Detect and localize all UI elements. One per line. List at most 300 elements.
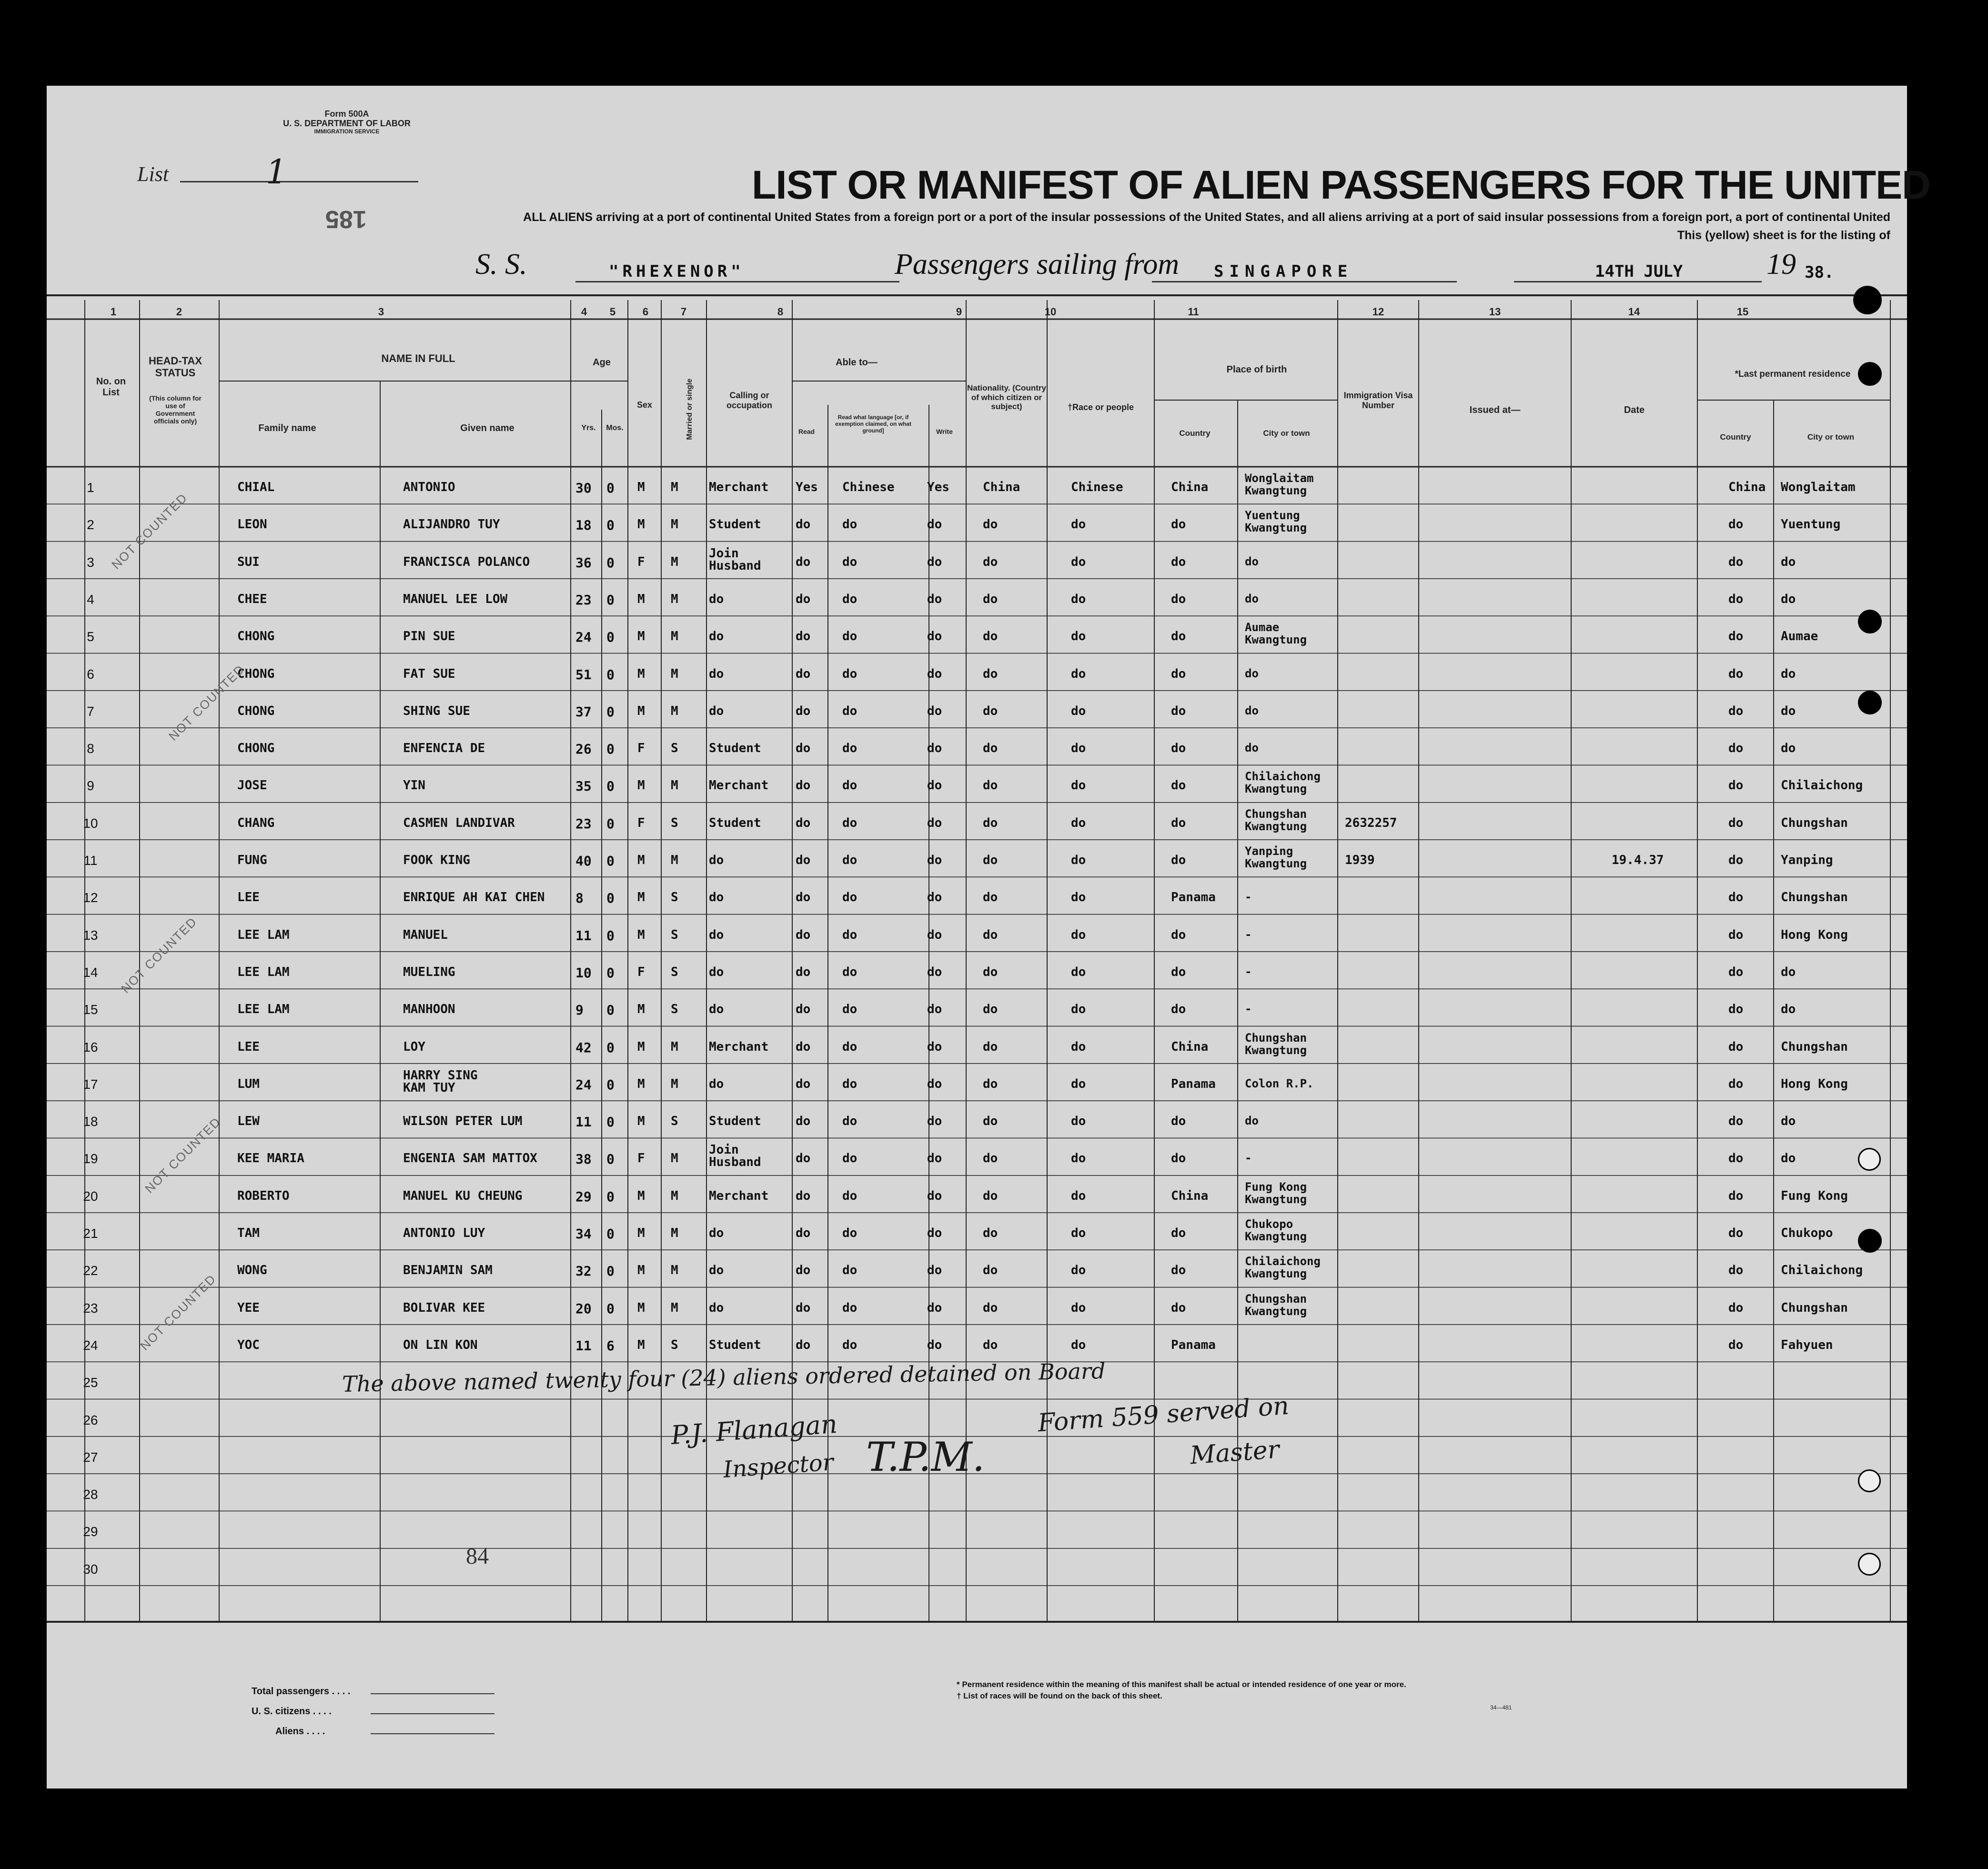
cell-mos: 0: [606, 1263, 615, 1279]
cell-bcity2: Kwangtung: [1245, 1230, 1307, 1243]
cell-read: do: [796, 592, 811, 606]
footer-notes: [957, 1679, 1406, 1702]
cell-yrs: 11: [575, 927, 592, 944]
cell-read: do: [796, 1076, 811, 1091]
cell-sex: F: [637, 1151, 645, 1166]
cell-nat: do: [983, 965, 998, 979]
cell-race: Chinese: [1071, 480, 1123, 494]
cell-no: 23: [83, 1300, 98, 1316]
cell-lang: do: [842, 1002, 858, 1017]
cell-mos: 0: [606, 666, 615, 683]
cell-yrs: 24: [575, 629, 592, 645]
footer-total-passengers: Total passengers . . . .: [252, 1686, 351, 1697]
cell-yrs: 42: [575, 1039, 592, 1055]
cell-bcity: Chungshan: [1245, 1292, 1307, 1306]
cell-yrs: 30: [575, 480, 592, 496]
cell-read: do: [796, 1226, 811, 1240]
port-name: SINGAPORE: [1214, 262, 1353, 281]
cell-no: 21: [83, 1226, 98, 1241]
cell-no: 19: [83, 1151, 98, 1166]
cell-lang: do: [842, 853, 858, 867]
form-559-note: Form 559 served on: [1037, 1391, 1290, 1438]
cell-family: KEE MARIA: [237, 1151, 304, 1166]
cell-visa: 2632257: [1345, 815, 1397, 830]
handwritten-initials: T.P.M.: [866, 1434, 985, 1480]
not-counted-stamp: NOT COUNTED: [109, 490, 191, 572]
cell-sex: M: [637, 1337, 645, 1352]
cell-write: do: [927, 1076, 942, 1091]
cell-ms: S: [671, 1002, 678, 1017]
cell-nat: do: [983, 778, 998, 793]
cell-lang: do: [842, 1039, 858, 1054]
cell-mos: 0: [606, 965, 615, 981]
cell-bcountry: do: [1171, 1151, 1186, 1166]
cell-no: 22: [83, 1263, 98, 1278]
cell-write: do: [927, 927, 942, 942]
cell-bcity: Colon R.P.: [1245, 1076, 1314, 1090]
cell-bcountry: China: [1171, 480, 1209, 494]
table-row: [47, 728, 1907, 765]
cell-bcity2: Kwangtung: [1245, 857, 1307, 870]
cell-write: do: [927, 629, 942, 644]
cell-bcountry: do: [1171, 703, 1186, 718]
cell-lang: do: [842, 965, 858, 979]
cell-read: do: [796, 890, 811, 905]
not-counted-stamp: NOT COUNTED: [137, 1271, 219, 1353]
cell-bcity: do: [1245, 741, 1259, 755]
cell-mos: 0: [606, 554, 615, 571]
binder-hole: [1858, 610, 1882, 633]
cell-ms: S: [671, 1337, 678, 1352]
cell-rcountry: do: [1728, 1114, 1744, 1129]
column-number: 11: [1188, 306, 1199, 318]
cell-no: 16: [83, 1039, 98, 1055]
cell-bcountry: do: [1171, 853, 1186, 867]
binder-hole: [1858, 1229, 1882, 1253]
cell-given: BOLIVAR KEE: [403, 1300, 485, 1315]
cell-no: 13: [83, 927, 98, 943]
column-number: 4: [581, 306, 587, 318]
table-row: [47, 1064, 1907, 1101]
cell-lang: do: [842, 1188, 858, 1203]
cell-no: 15: [83, 1002, 98, 1017]
cell-lang: do: [842, 1300, 858, 1315]
cell-read: Yes: [796, 480, 818, 494]
cell-given: BENJAMIN SAM: [403, 1263, 493, 1278]
cell-ms: S: [671, 1114, 678, 1129]
cell-rcountry: do: [1728, 1226, 1744, 1240]
cell-sex: M: [637, 1076, 645, 1091]
cell-sex: F: [637, 965, 645, 979]
cell-ms: M: [671, 480, 678, 494]
footer-totals: [252, 1681, 350, 1741]
cell-yrs: 24: [575, 1076, 592, 1093]
row-number: 27: [83, 1449, 98, 1465]
cell-bcountry: do: [1171, 1226, 1186, 1240]
cell-rcountry: do: [1728, 741, 1744, 756]
cell-race: do: [1071, 778, 1086, 793]
cell-rcountry: do: [1728, 927, 1744, 942]
cell-bcity: -: [1245, 1002, 1252, 1016]
cell-race: do: [1071, 703, 1086, 718]
cell-occ: do: [709, 853, 724, 867]
table-row: [47, 691, 1907, 728]
cell-rcountry: do: [1728, 629, 1744, 644]
cell-sex: M: [637, 778, 645, 793]
cell-nat: do: [983, 853, 998, 867]
cell-yrs: 36: [575, 554, 592, 571]
cell-given: LOY: [403, 1039, 425, 1054]
cell-family: CHANG: [237, 815, 275, 830]
table-row: [47, 616, 1907, 653]
cell-lang: do: [842, 1076, 858, 1091]
row-number: 29: [83, 1524, 98, 1539]
cell-rcountry: do: [1728, 703, 1744, 718]
cell-race: do: [1071, 592, 1086, 606]
cell-lang: do: [842, 815, 858, 830]
cell-given: ENGENIA SAM MATTOX: [403, 1151, 537, 1166]
cell-bcity: Chilaichong: [1245, 1255, 1321, 1268]
cell-sex: F: [637, 554, 645, 569]
cell-no: 17: [83, 1076, 98, 1092]
cell-occ: do: [709, 666, 724, 681]
cell-occ: Student: [709, 815, 761, 830]
cell-race: do: [1071, 1002, 1086, 1017]
column-number: 2: [176, 306, 182, 318]
cell-rcountry: do: [1728, 890, 1744, 905]
inspector-title: Inspector: [722, 1448, 835, 1484]
cell-bcountry: do: [1171, 629, 1186, 644]
cell-race: do: [1071, 1300, 1086, 1315]
cell-mos: 0: [606, 778, 615, 794]
cell-ms: S: [671, 741, 678, 756]
cell-nat: do: [983, 703, 998, 718]
cell-race: do: [1071, 965, 1086, 979]
cell-given2: KAM TUY: [403, 1080, 455, 1095]
cell-sex: F: [637, 815, 645, 830]
cell-rcountry: do: [1728, 592, 1744, 606]
cell-bcountry: do: [1171, 1300, 1186, 1315]
cell-nat: do: [983, 815, 998, 830]
cell-lang: do: [842, 741, 858, 756]
cell-rcountry: do: [1728, 517, 1744, 532]
cell-bcity2: Kwangtung: [1245, 1043, 1307, 1057]
cell-family: LUM: [237, 1076, 260, 1091]
cell-nat: do: [983, 1039, 998, 1054]
year-suffix: 38.: [1805, 263, 1834, 282]
cell-read: do: [796, 1114, 811, 1129]
cell-yrs: 11: [575, 1337, 592, 1354]
cell-rcountry: do: [1728, 1337, 1744, 1352]
table-row: [47, 467, 1907, 504]
cell-occ: Merchant: [709, 1188, 769, 1203]
cell-occ: do: [709, 1263, 724, 1278]
cell-occ: do: [709, 965, 724, 979]
cell-lang: do: [842, 1114, 858, 1129]
cell-write: do: [927, 1337, 942, 1352]
column-number: 10: [1044, 306, 1057, 318]
cell-rcity: Chungshan: [1781, 815, 1848, 830]
cell-race: do: [1071, 815, 1086, 830]
cell-occ: Student: [709, 517, 761, 532]
list-value: 1: [266, 152, 287, 191]
cell-write: Yes: [927, 480, 949, 494]
cell-occ: Student: [709, 741, 761, 756]
cell-family: CHONG: [237, 666, 275, 681]
cell-ms: M: [671, 853, 678, 867]
cell-mos: 0: [606, 890, 615, 906]
cell-yrs: 35: [575, 778, 592, 794]
cell-no: 7: [87, 703, 94, 719]
header-age: Age: [593, 357, 611, 368]
cell-no: 2: [87, 517, 94, 533]
cell-read: do: [796, 1151, 811, 1166]
cell-bcity: Chungshan: [1245, 807, 1307, 821]
cell-family: CHONG: [237, 629, 275, 644]
header-issued-at: Issued at—: [1469, 405, 1521, 415]
cell-family: LEE: [237, 890, 260, 905]
cell-write: do: [927, 703, 942, 718]
header-given-name: Given name: [460, 423, 515, 433]
header-read-language: Read what language [or, if exemption claimed, on what ground]: [835, 414, 912, 434]
cell-no: 11: [83, 853, 98, 868]
cell-family: CHIAL: [237, 480, 275, 494]
cell-rcountry: do: [1728, 853, 1744, 867]
cell-yrs: 18: [575, 517, 592, 533]
cell-read: do: [796, 1337, 811, 1352]
cell-family: CHONG: [237, 741, 275, 756]
column-number: 1: [110, 306, 117, 318]
table-row: [47, 1138, 1907, 1175]
cell-bcountry: do: [1171, 554, 1186, 569]
cell-lang: do: [842, 554, 858, 569]
footer-aliens: Aliens . . . .: [275, 1726, 325, 1737]
header-mos: Mos.: [606, 424, 624, 432]
header-race: †Race or people: [1067, 402, 1134, 412]
cell-rcountry: do: [1728, 666, 1744, 681]
not-counted-stamp: NOT COUNTED: [142, 1114, 224, 1196]
cell-no: 5: [87, 629, 94, 644]
column-number: 6: [642, 306, 649, 318]
table-row: [47, 765, 1907, 802]
form-559-note-master: Master: [1189, 1435, 1281, 1470]
subtitle-line1: ALL ALIENS arriving at a port of continental United States from a foreign port or a port of the insular possessions of the United States, and all aliens arriving at a port of said insular possessions from a foreign port, a port of continental United: [523, 211, 1890, 224]
cell-bcity2: Kwangtung: [1245, 521, 1307, 535]
cell-rcity: Hong Kong: [1781, 927, 1848, 942]
binder-hole: [1858, 362, 1882, 386]
cell-yrs: 29: [575, 1188, 592, 1205]
year-prefix: 19: [1766, 248, 1796, 281]
table-row: [47, 840, 1907, 877]
cell-bcity: Aumae: [1245, 621, 1280, 634]
cell-occ: do: [709, 927, 724, 942]
cell-bcountry: do: [1171, 1263, 1186, 1278]
cell-sex: M: [637, 1188, 645, 1203]
cell-nat: do: [983, 1226, 998, 1240]
cell-yrs: 37: [575, 703, 592, 720]
footer-line-aliens: [371, 1733, 494, 1734]
cell-yrs: 20: [575, 1300, 592, 1316]
cell-family: LEE LAM: [237, 927, 290, 942]
cell-bcountry: do: [1171, 778, 1186, 793]
cell-occ2: Husband: [709, 1155, 761, 1170]
cell-bcity: Chungshan: [1245, 1031, 1307, 1045]
cell-write: do: [927, 1002, 942, 1017]
cell-bcountry: do: [1171, 592, 1186, 606]
cell-ms: M: [671, 517, 678, 532]
header-name-in-full: NAME IN FULL: [381, 352, 455, 364]
table-row: [47, 1213, 1907, 1250]
cell-rcountry: do: [1728, 1002, 1744, 1017]
cell-lang: do: [842, 890, 858, 905]
cell-given: YIN: [403, 778, 425, 793]
cell-race: do: [1071, 554, 1086, 569]
cell-rcity: do: [1781, 1002, 1796, 1017]
cell-write: do: [927, 1151, 942, 1166]
cell-bcity2: Kwangtung: [1245, 1192, 1307, 1206]
cell-rcity: Chilaichong: [1781, 778, 1863, 793]
cell-write: do: [927, 1114, 942, 1129]
form-number: Form 500A: [324, 109, 369, 119]
table-row: [47, 1176, 1907, 1213]
cell-bcity: -: [1245, 965, 1252, 978]
cell-nat: do: [983, 741, 998, 756]
table-row: [47, 1101, 1907, 1138]
cell-read: do: [796, 1300, 811, 1315]
cell-occ: Student: [709, 1114, 761, 1129]
cell-write: do: [927, 592, 942, 606]
cell-bcountry: Panama: [1171, 1076, 1216, 1091]
cell-bcountry: do: [1171, 815, 1186, 830]
cell-nat: China: [983, 480, 1020, 494]
cell-sex: M: [637, 1226, 645, 1240]
handwritten-detention-note: The above named twenty four (24) aliens ordered detained on Board: [342, 1358, 1106, 1397]
cell-read: do: [796, 1188, 811, 1203]
cell-no: 20: [83, 1188, 98, 1204]
cell-write: do: [927, 853, 942, 867]
not-counted-stamp: NOT COUNTED: [118, 914, 200, 996]
cell-rcity: Chungshan: [1781, 890, 1848, 905]
cell-bcity: do: [1245, 592, 1259, 605]
cell-race: do: [1071, 927, 1086, 942]
cell-write: do: [927, 741, 942, 756]
cell-mos: 0: [606, 815, 615, 832]
cell-ms: S: [671, 965, 678, 979]
form-service: IMMIGRATION SERVICE: [314, 128, 380, 135]
header-head-tax: HEAD-TAX STATUS: [148, 355, 202, 379]
binder-hole: [1853, 286, 1882, 314]
cell-bcity2: Kwangtung: [1245, 782, 1307, 796]
cell-race: do: [1071, 666, 1086, 681]
cell-race: do: [1071, 890, 1086, 905]
cell-lang: do: [842, 592, 858, 606]
cell-rcity: Wonglaitam: [1781, 480, 1856, 494]
cell-bcity: Wonglaitam: [1245, 472, 1314, 485]
form-dept: U. S. DEPARTMENT OF LABOR: [283, 118, 411, 128]
cell-yrs: 10: [575, 965, 592, 981]
header-yrs: Yrs.: [581, 424, 596, 432]
cell-given: MANUEL: [403, 927, 448, 942]
cell-race: do: [1071, 1076, 1086, 1091]
cell-nat: do: [983, 1151, 998, 1166]
cell-sex: M: [637, 853, 645, 867]
cell-sex: M: [637, 1002, 645, 1017]
cell-read: do: [796, 741, 811, 756]
footer-us-citizens: U. S. citizens . . . .: [252, 1706, 332, 1717]
column-number: 15: [1736, 306, 1749, 318]
header-able-to: Able to—: [836, 357, 878, 368]
cell-bcountry: China: [1171, 1188, 1209, 1203]
cell-no: 8: [87, 741, 94, 756]
cell-nat: do: [983, 1114, 998, 1129]
cell-bcity2: Kwangtung: [1245, 484, 1307, 497]
cell-write: do: [927, 1300, 942, 1315]
cell-lang: do: [842, 666, 858, 681]
cell-rcountry: China: [1728, 480, 1766, 494]
cell-bcity: Yuentung: [1245, 509, 1300, 523]
cell-given: SHING SUE: [403, 703, 470, 718]
header-visa: Immigration Visa Number: [1343, 391, 1413, 410]
table-row: [47, 504, 1907, 541]
cell-nat: do: [983, 1002, 998, 1017]
cell-bcountry: Panama: [1171, 1337, 1216, 1352]
cell-sex: F: [637, 741, 645, 756]
header-read: Read: [798, 428, 815, 435]
cell-rcity: do: [1781, 554, 1796, 569]
cell-rcity: do: [1781, 666, 1796, 681]
row-number: 26: [83, 1412, 98, 1427]
cell-ms: M: [671, 1226, 678, 1240]
cell-given: ANTONIO LUY: [403, 1226, 485, 1240]
header-head-tax-note: (This column for use of Government officials only): [149, 394, 202, 425]
header-nationality: Nationality. (Country of which citizen or subject): [967, 383, 1046, 412]
inspector-signature: P.J. Flanagan: [670, 1408, 838, 1451]
cell-ms: S: [671, 890, 678, 905]
cell-write: do: [927, 517, 942, 532]
cell-bcity: do: [1245, 666, 1259, 680]
table-row: [47, 1325, 1907, 1362]
ss-label: S. S.: [475, 248, 527, 281]
cell-given: MANUEL LEE LOW: [403, 592, 508, 606]
cell-mos: 0: [606, 1188, 615, 1205]
cell-family: YOC: [237, 1337, 260, 1352]
not-counted-stamp: NOT COUNTED: [166, 662, 248, 744]
cell-write: do: [927, 965, 942, 979]
cell-lang: do: [842, 629, 858, 644]
cell-rcountry: do: [1728, 1076, 1744, 1091]
cell-family: JOSE: [237, 778, 267, 793]
cell-lang: do: [842, 517, 858, 532]
cell-nat: do: [983, 554, 998, 569]
cell-given: MANHOON: [403, 1002, 455, 1017]
cell-family: LEE LAM: [237, 1002, 290, 1017]
header-place-of-birth: Place of birth: [1226, 364, 1287, 375]
cell-race: do: [1071, 1188, 1086, 1203]
cell-rcity: Yanping: [1781, 853, 1833, 867]
footer-line-citizens: [371, 1713, 494, 1714]
cell-yrs: 11: [575, 1114, 592, 1130]
cell-mos: 0: [606, 592, 615, 608]
cell-no: 1: [87, 480, 94, 495]
cell-ms: M: [671, 666, 678, 681]
cell-family: FUNG: [237, 853, 267, 867]
cell-lang: do: [842, 1226, 858, 1240]
cell-given: ANTONIO: [403, 480, 455, 494]
stamp-number: 185: [325, 205, 367, 233]
cell-rcountry: do: [1728, 554, 1744, 569]
cell-ms: M: [671, 703, 678, 718]
cell-mos: 0: [606, 1114, 615, 1130]
